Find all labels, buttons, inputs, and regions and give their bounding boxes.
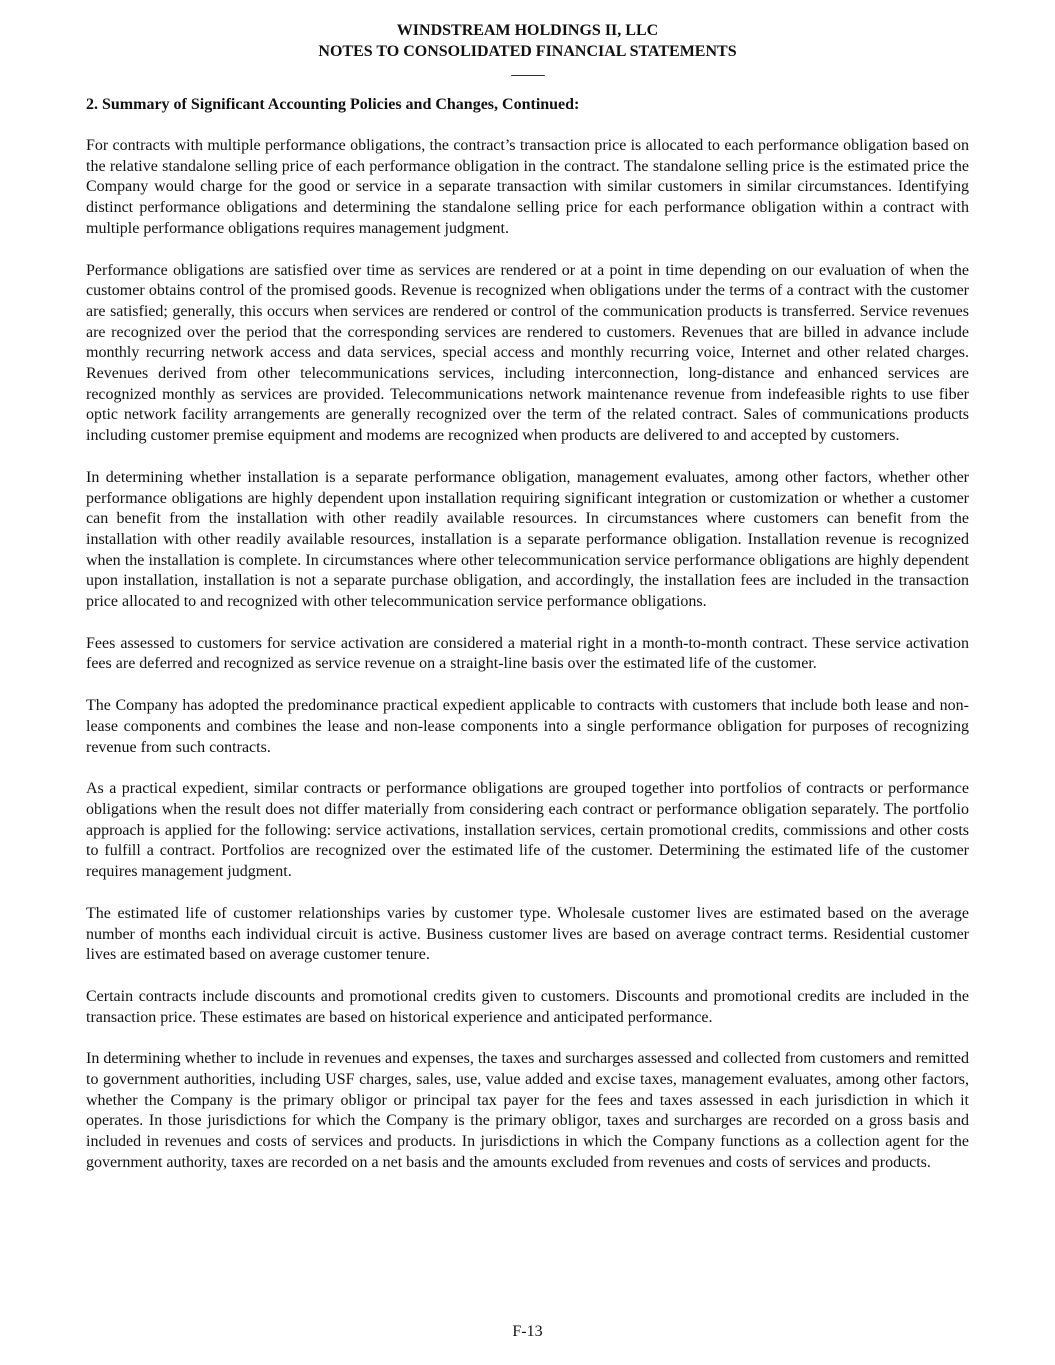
paragraph-customer-life: The estimated life of customer relationships varies by customer type. Wholesale customer lives are estimated based on the average number of months each individual circuit is active. Business customer lives are based on average contract terms. Residential customer lives are estimated based on average customer tenure. [86,904,969,964]
page-number: F-13 [512,1323,543,1340]
paragraph-performance-obligations: Performance obligations are satisfied over time as services are rendered or at a point in time depending on our evaluation of when the customer obtains control of the promised goods. Revenue is recognized when obligations under the terms of a contract with the customer are satisfied; generally, this occurs when services are rendered or control of the communication products is transferred. Service revenues are recognized over the period that the corresponding services are rendered to customers. Revenues that are billed in advance include monthly recurring network access and data services, special access and monthly recurring voice, Internet and other related charges. Revenues derived from other telecommunications services, including interconnection, long-distance and enhanced services are recognized monthly as services are provided. Telecommunications network maintenance revenue from indefeasible rights to use fiber optic network facility arrangements are generally recognized over the term of the related contract. Sales of communications products including customer premise equipment and modems are recognized when products are delivered to and accepted by customers. [86,261,969,445]
document-header [86,20,969,62]
paragraph-activation-fees: Fees assessed to customers for service activation are considered a material right in a month-to-month contract. These service activation fees are deferred and recognized as service revenue on a straight-line basis over the estimated life of the customer. [86,634,969,673]
paragraph-portfolio-approach: As a practical expedient, similar contracts or performance obligations are grouped together into portfolios of contracts or performance obligations when the result does not differ materially from considering each contract or performance obligation separately. The portfolio approach is applied for the following: service activations, installation services, certain promotional credits, commissions and other costs to fulfill a contract. Portfolios are recognized over the estimated life of the customer. Determining the estimated life of the customer requires management judgment. [86,780,969,881]
company-name: WINDSTREAM HOLDINGS II, LLC [396,22,659,39]
paragraph-multiple-obligations: For contracts with multiple performance obligations, the contract’s transaction price is allocated to each performance obligation based on the relative standalone selling price of each performance obligation in the contract. The standalone selling price is the estimated price the Company would charge for the good or service in a separate transaction with similar customers in similar circumstances. Identifying distinct performance obligations and determining the standalone selling price for each performance obligation within a contract with multiple performance obligations requires management judgment. [86,137,969,237]
paragraph-taxes-surcharges: In determining whether to include in revenues and expenses, the taxes and surcharges assessed and collected from customers and remitted to government authorities, including USF charges, sales, use, value added and excise taxes, management evaluates, among other factors, whether the Company is the primary obligor or principal tax payer for the fees and taxes assessed in each jurisdiction in which it operates. In those jurisdictions for which the Company is the primary obligor, taxes and surcharges are recorded on a gross basis and included in revenues and costs of services and products. In jurisdictions in which the Company functions as a collection agent for the government authority, taxes are recorded on a net basis and the amounts excluded from revenues and costs of services and products. [86,1050,969,1171]
header-divider [511,75,545,76]
paragraph-predominance-expedient: The Company has adopted the predominance practical expedient applicable to contracts with customers that include both lease and non-lease components and combines the lease and non-lease components into a single performance obligation for purposes of recognizing revenue from such contracts. [86,697,969,756]
section-title: 2. Summary of Significant Accounting Policies and Changes, Continued: [86,96,580,113]
paragraph-installation: In determining whether installation is a separate performance obligation, management evaluates, among other factors, whether other performance obligations are highly dependent upon installation requiring significant integration or customization or whether a customer can benefit from the installation with other readily available resources. In circumstances where customers can benefit from the installation with other readily available resources, installation is a separate performance obligation. Installation revenue is recognized when the installation is complete. In circumstances where other telecommunication service performance obligations are highly dependent upon installation, installation is not a separate purchase obligation, and accordingly, the installation fees are included in the transaction price allocated to and recognized with other telecommunication service performance obligations. [86,468,969,611]
document-subtitle: NOTES TO CONSOLIDATED FINANCIAL STATEMENTS [318,43,737,60]
document-page [86,20,969,1195]
paragraph-discounts: Certain contracts include discounts and promotional credits given to customers. Discounts and promotional credits are included in the transaction price. These estimates are based on historical experience and anticipated performance. [86,987,969,1026]
